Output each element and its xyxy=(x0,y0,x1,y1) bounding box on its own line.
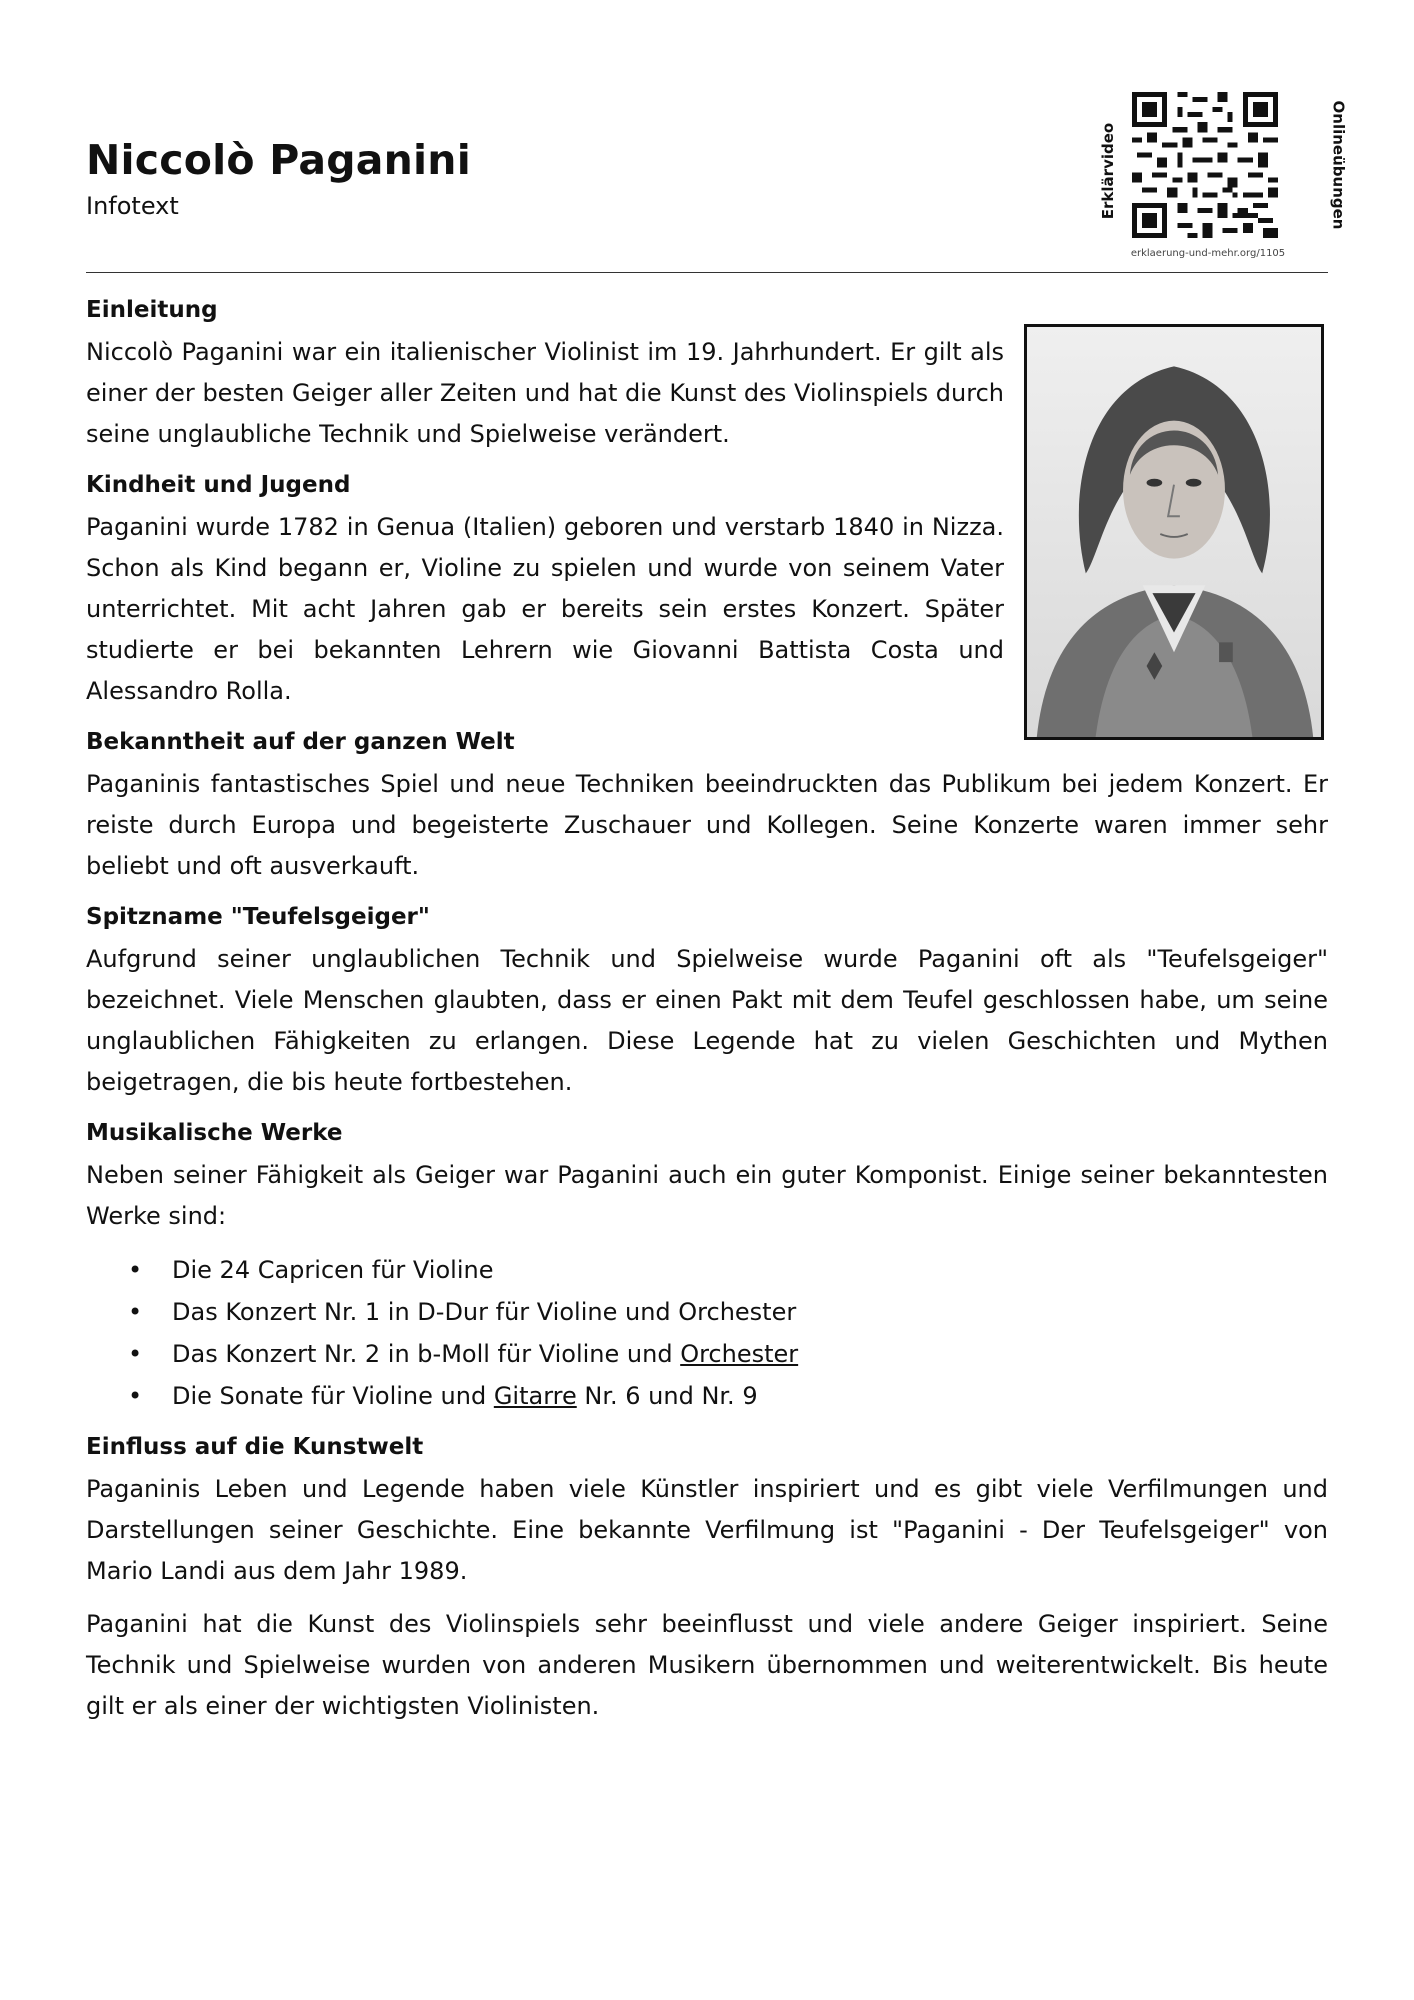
qr-url[interactable]: erklaerung-und-mehr.org/1105 xyxy=(1130,248,1286,259)
text-einfluss-2: Paganini hat die Kunst des Violinspiels sehr beeinflusst und viele andere Geiger inspiriert. Seine Technik und Spielweise wurden von anderen Musikern übernommen und weiterentwickelt. Bis heute gilt er als einer der wichtigsten Violinisten. xyxy=(86,1610,1328,1720)
text-spitzname: Aufgrund seiner unglaublichen Technik und Spielweise wurde Paganini oft als "Teufelsgeiger" bezeichnet. Viele Menschen glaubten, dass er einen Pakt mit dem Teufel geschlossen habe, um seine unglaublichen Fähigkeiten zu erlangen. Diese Legende hat zu vielen Geschichten und Mythen beigetragen, die bis heute fortbestehen. xyxy=(86,945,1328,1096)
work-title: Das Konzert Nr. 1 in D-Dur für Violine und Orchester xyxy=(172,1298,797,1326)
work-title: Die 24 Capricen für Violine xyxy=(172,1256,494,1284)
heading-werke: Musikalische Werke xyxy=(86,1120,343,1146)
text-einfluss-1: Paganinis Leben und Legende haben viele Künstler inspiriert und es gibt viele Verfilmungen und Darstellungen seiner Geschichte. Eine bekannte Verfilmung ist "Paganini - Der Teufelsgeiger" von Mario Landi aus dem Jahr 1989. xyxy=(86,1475,1328,1585)
qr-label-onlineuebungen: Onlineübungen xyxy=(1329,100,1348,230)
bullet: • xyxy=(128,1298,143,1326)
bullet: • xyxy=(128,1340,143,1368)
list-item xyxy=(86,1333,1328,1375)
portrait-image xyxy=(1024,324,1324,740)
qr-code-icon[interactable] xyxy=(1132,92,1278,238)
text-bekanntheit: Paganinis fantastisches Spiel und neue Techniken beeindruckten das Publikum bei jedem Konzert. Er reiste durch Europa und begeisterte Zuschauer und Kollegen. Seine Konzerte waren immer sehr beliebt und oft ausverkauft. xyxy=(86,770,1328,880)
heading-einleitung: Einleitung xyxy=(86,297,218,323)
main-content xyxy=(86,292,1328,1739)
text-werke: Neben seiner Fähigkeit als Geiger war Paganini auch ein guter Komponist. Einige seiner bekanntesten Werke sind: xyxy=(86,1161,1328,1230)
work-title: Das Konzert Nr. 2 in b-Moll für Violine und xyxy=(172,1340,681,1368)
work-title-suffix: Nr. 6 und Nr. 9 xyxy=(576,1382,758,1410)
link-gitarre[interactable]: Gitarre xyxy=(493,1382,577,1410)
text-kindheit: Paganini wurde 1782 in Genua (Italien) geboren und verstarb 1840 in Nizza. Schon als Kind begann er, Violine zu spielen und wurde von seinem Vater unterrichtet. Mit acht Jahren gab er bereits sein erstes Konzert. Später studierte er bei bekannten Lehrern wie Giovanni Battista Costa und Alessandro Rolla. xyxy=(86,513,1004,705)
heading-einfluss: Einfluss auf die Kunstwelt xyxy=(86,1434,424,1460)
link-orchester[interactable]: Orchester xyxy=(680,1340,799,1368)
heading-bekanntheit: Bekanntheit auf der ganzen Welt xyxy=(86,729,515,755)
work-title: Die Sonate für Violine und xyxy=(172,1382,494,1410)
bullet: • xyxy=(128,1382,143,1410)
document-page xyxy=(86,0,1348,2000)
list-item xyxy=(86,1291,1328,1333)
page-subtitle: Infotext xyxy=(86,192,179,220)
qr-label-erklaervideo: Erklärvideo xyxy=(1099,122,1118,220)
list-item xyxy=(86,1375,1328,1417)
text-einleitung: Niccolò Paganini war ein italienischer Violinist im 19. Jahrhundert. Er gilt als einer der besten Geiger aller Zeiten und hat die Kunst des Violinspiels durch seine unglaubliche Technik und Spielweise verändert. xyxy=(86,338,1004,448)
works-list xyxy=(86,1249,1328,1417)
page-title: Niccolò Paganini xyxy=(86,136,471,184)
heading-spitzname: Spitzname "Teufelsgeiger" xyxy=(86,904,430,930)
header-divider xyxy=(86,272,1328,273)
list-item xyxy=(86,1249,1328,1291)
heading-kindheit: Kindheit und Jugend xyxy=(86,472,351,498)
qr-block xyxy=(1088,86,1348,266)
bullet: • xyxy=(128,1256,143,1284)
